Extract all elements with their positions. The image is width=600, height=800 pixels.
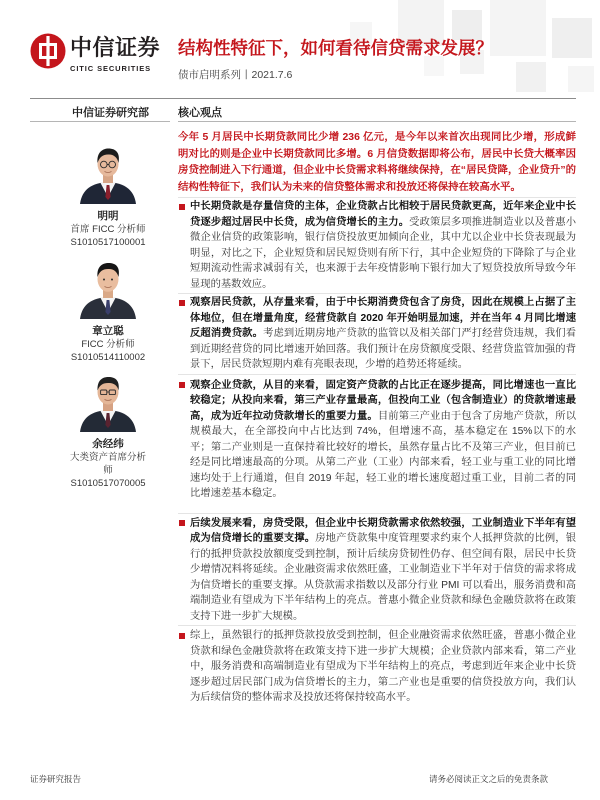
key-point-lead: 观察企业贷款，从目的来看，固定资产贷款的占比正在逐步提高，同比增速也一直比较稳定；从投向来看，第三产业存量最高，但投向工业（包含制造业）的贷款增速最高，成为近年拉动贷款增长的重要力量。 bbox=[190, 379, 576, 422]
key-point bbox=[178, 374, 576, 502]
analyst-photo bbox=[77, 140, 139, 204]
analyst-photo bbox=[77, 255, 139, 319]
analyst-card bbox=[53, 255, 163, 364]
key-point-body: 受政策层多项推进制造业以及普惠小微企业信贷的政策影响，银行信贷投放更加倾向企业，其中尤以企业中长贷表现最为明显，对比之下，企业短贷和居民短贷则有所下行，其中企业短贷的下降除了与企业短期流动性需求减弱有关，也来源于去年疫情影响下银行加大了短贷投放所导致今年显现的基数效应。 bbox=[190, 216, 577, 290]
analyst-title: FICC 分析师 bbox=[81, 339, 135, 350]
key-point bbox=[178, 197, 576, 292]
analyst-card bbox=[53, 140, 163, 249]
key-point-text bbox=[190, 295, 576, 373]
key-point-body: 房地产贷款集中度管理要求约束个人抵押贷款的比例，银行的抵押贷款投放额度受到控制，预计后续房贷韧性仍存、但空间有限，居民中长贷少增情况料将延续。企业融资需求依然旺盛，工业制造业下半年对于信贷的需求将成为信贷增长的重要支撑。从贷款需求指数以及部分行业 PMI 可以看出，服务消费和高端制造业有望成为下半年结构上的亮点。普惠小微企业贷款和绿色金融贷款将在政策支持下进一步扩大规模。 bbox=[190, 533, 576, 622]
bullet-square-icon bbox=[179, 633, 185, 639]
key-point-text bbox=[190, 516, 576, 625]
report-series-date: 债市启明系列丨2021.7.6 bbox=[178, 69, 293, 81]
key-point-text bbox=[190, 628, 576, 706]
key-point-body: 综上，虽然银行的抵押贷款投放受到控制，但企业融资需求依然旺盛，普惠小微企业贷款和绿色金融贷款将在政策支持下进一步扩大规模；企业贷款内部来看，第二产业中，服务消费和高端制造业有望成为下半年结构上的亮点，考虑到近年来企业中长贷逐步超过居民部门成为信贷增长的主力，第二产业也是重要的信贷投放方向，我们认为后续信贷的整体需求及投放还将保持较高水平。 bbox=[190, 630, 576, 704]
analyst-name: 明明 bbox=[97, 210, 119, 222]
logo-english-name: CITIC SECURITIES bbox=[70, 64, 152, 73]
bullet-square-icon bbox=[179, 382, 185, 388]
footer-report-type: 证券研究报告 bbox=[30, 774, 82, 784]
key-point-lead: 中长期贷款是存量信贷的主体，企业贷款占比相较于居民贷款更高，近年来企业中长贷逐步超过居民中长贷，成为信贷增长的主力。 bbox=[190, 201, 576, 228]
citic-logo-icon bbox=[30, 33, 66, 69]
key-point-text bbox=[190, 199, 576, 292]
logo-chinese-name: 中信证券 bbox=[70, 35, 161, 60]
key-point-lead: 后续发展来看，房贷受限，但企业中长期贷款需求依然较强，工业制造业下半年有望成为信贷增长的重要支撑。 bbox=[190, 517, 576, 545]
bullet-square-icon bbox=[179, 204, 185, 210]
report-title: 结构性特征下，如何看待信贷需求发展？ bbox=[178, 38, 493, 58]
analyst-license: S1010514110002 bbox=[70, 352, 146, 363]
key-point bbox=[178, 625, 576, 706]
key-point-lead: 观察居民贷款，从存量来看，由于中长期消费贷包含了房贷，因此在规模上占据了主体地位，但在增量角度，经营贷款自 2020 年开始明显加速，并在当年 4 月同比增速反超消费贷款。 bbox=[190, 297, 576, 340]
bullet-square-icon bbox=[179, 520, 185, 526]
summary-paragraph: 今年 5 月居民中长期贷款同比少增 236 亿元，是今年以来首次出现同比少增，形成鲜明对比的则是企业中长期贷款同比多增。6 月信贷数据即将公布，居民中长贷大概率因房贷控制进入下行通道，但企业中长贷需求料将继续保持，在“居民贷降，企业贷升”的结构性特征下，我们认为未来的信贷整体需求和投放还将保持在较高水平。 bbox=[178, 132, 576, 193]
analyst-name: 章立聪 bbox=[92, 325, 124, 337]
header-divider bbox=[30, 98, 576, 99]
key-point bbox=[178, 293, 576, 373]
section-heading: 核心观点 bbox=[178, 105, 576, 122]
key-point-body: 目前第三产业由于包含了房地产贷款，所以规模最大，在全部投向中占比达到 74%，但增速不高，基本稳定在 15%以下的水平；第二产业则是一直保持着比较好的增长，虽然存量占比不及第三产业，但目前已经是同比增速最高的分项。从第二产业（工业）内部来看，轻工业与重工业的同比增速均处于上行通道，但自 2019 年起，轻工业的增长速度超过重工业，目前二者的同比增速差基本稳定。 bbox=[190, 410, 577, 500]
key-point bbox=[178, 513, 576, 625]
bullet-square-icon bbox=[179, 300, 185, 306]
analyst-license: S1010517100001 bbox=[70, 237, 146, 248]
sidebar-heading: 中信证券研究部 bbox=[30, 105, 170, 122]
key-point-body: 考虑到近期房地产贷款的监管以及相关部门严打经营贷违规，我们看到近期经营贷的同比增速开始回落。我们预计在房贷额度受限、经营贷监管加强的背景下，居民贷款短期内难有亮眼表现，少增的趋势还将延续。 bbox=[190, 328, 577, 371]
analyst-name: 余经纬 bbox=[92, 438, 124, 450]
analyst-photo bbox=[77, 368, 139, 432]
key-point-text bbox=[190, 378, 576, 502]
analyst-title: 首席 FICC 分析师 bbox=[70, 224, 146, 235]
analyst-card bbox=[53, 368, 163, 490]
analyst-license: S1010517070005 bbox=[70, 478, 146, 489]
analyst-title: 大类资产首席分析师 bbox=[69, 452, 146, 476]
core-views-section bbox=[178, 105, 576, 706]
footer-disclaimer-note: 请务必阅读正文之后的免责条款 bbox=[428, 774, 548, 784]
